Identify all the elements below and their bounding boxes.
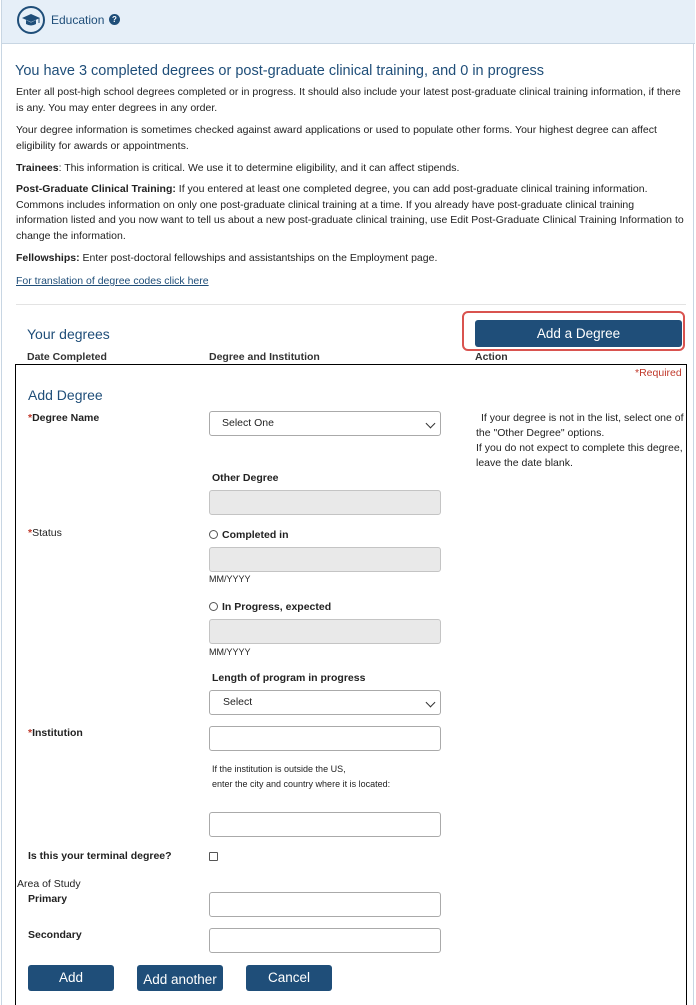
fellowships-paragraph xyxy=(16,251,688,267)
degree-name-select[interactable] xyxy=(209,411,441,436)
eligibility-paragraph: Your degree information is sometimes checked against award applications or used to populate other forms. Your highest degree can affect eligibility for awards or appointments. xyxy=(16,124,657,152)
help-icon[interactable]: ? xyxy=(109,14,120,25)
completed-date-input[interactable] xyxy=(209,547,441,572)
chevron-down-icon xyxy=(426,419,436,429)
in-progress-label: In Progress, expected xyxy=(222,601,332,613)
institution-text: Institution xyxy=(32,727,83,739)
expected-date-input[interactable] xyxy=(209,619,441,644)
program-length-label: Length of program in progress xyxy=(212,672,366,684)
required-star: * xyxy=(28,527,33,539)
column-action: Action xyxy=(475,351,508,363)
divider xyxy=(16,304,686,305)
date-format-hint: MM/YYYY xyxy=(209,574,251,584)
cancel-button[interactable]: Cancel xyxy=(246,965,332,991)
required-note: *Required xyxy=(635,367,682,379)
other-degree-input[interactable] xyxy=(209,490,441,515)
in-progress-radio[interactable] xyxy=(209,602,218,611)
other-degree-label: Other Degree xyxy=(212,472,279,484)
add-button[interactable]: Add xyxy=(28,965,114,991)
institution-hint-2: enter the city and country where it is located: xyxy=(212,779,391,789)
institution-input[interactable] xyxy=(209,726,441,751)
completed-label: Completed in xyxy=(222,529,289,541)
page-frame xyxy=(1,0,694,1005)
fellowships-text: Enter post-doctoral fellowships and assistantships on the Employment page. xyxy=(79,252,438,264)
section-header xyxy=(2,0,695,44)
institution-hint-1: If the institution is outside the US, xyxy=(212,764,346,774)
status-text: Status xyxy=(32,527,62,539)
degree-hint-1: If your degree is not in the list, select one of the "Other Degree" options. xyxy=(476,412,684,439)
column-date-completed: Date Completed xyxy=(27,351,107,363)
add-another-button[interactable]: Add another xyxy=(137,965,223,991)
primary-area-input[interactable] xyxy=(209,892,441,917)
status-label xyxy=(28,527,62,539)
completed-radio[interactable] xyxy=(209,530,218,539)
degree-name-label xyxy=(28,412,99,424)
in-progress-radio-row[interactable] xyxy=(209,601,331,613)
secondary-label: Secondary xyxy=(28,929,82,941)
column-degree-institution: Degree and Institution xyxy=(209,351,320,363)
institution-location-input[interactable] xyxy=(209,812,441,837)
program-length-select[interactable] xyxy=(209,690,441,715)
degree-codes-link[interactable]: For translation of degree codes click here xyxy=(16,275,209,287)
institution-label xyxy=(28,727,83,739)
terminal-degree-checkbox[interactable] xyxy=(209,852,218,861)
date-format-hint: MM/YYYY xyxy=(209,647,251,657)
primary-label: Primary xyxy=(28,893,68,905)
degree-summary: You have 3 completed degrees or post-graduate clinical training, and 0 in progress xyxy=(15,63,545,79)
completed-radio-row[interactable] xyxy=(209,529,289,541)
degree-hint-2: If you do not expect to complete this degree, leave the date blank. xyxy=(476,442,683,469)
intro-paragraph: Enter all post-high school degrees completed or in progress. It should also include your latest post-graduate clinical training information, if there is any. You may enter degrees in any order. xyxy=(16,86,681,114)
trainees-paragraph xyxy=(16,161,688,177)
required-star: * xyxy=(28,727,33,739)
area-of-study-label: Area of Study xyxy=(17,878,81,890)
trainees-label: Trainees xyxy=(16,162,59,174)
degree-name-value: Select One xyxy=(222,417,274,429)
secondary-area-input[interactable] xyxy=(209,928,441,953)
your-degrees-heading: Your degrees xyxy=(27,326,110,342)
program-length-value: Select xyxy=(223,696,253,708)
required-star: * xyxy=(28,412,33,424)
graduation-cap-icon xyxy=(17,6,45,34)
clinical-training-text: If you entered at least one completed degree, you can add post-graduate clinical training information. Commons includes information on only one post-graduate clinical training at a time. If you already have post-graduate clinical training information listed and you now want to tell us about a new post-graduate clinical training, use Edit Post-Graduate Clinical Training Information to change the information. xyxy=(16,183,684,242)
fellowships-label: Fellowships: xyxy=(16,252,80,264)
clinical-training-paragraph xyxy=(16,182,688,244)
section-title: Education xyxy=(51,13,105,27)
clinical-training-label: Post-Graduate Clinical Training: xyxy=(16,183,176,195)
chevron-down-icon xyxy=(426,698,436,708)
terminal-degree-label: Is this your terminal degree? xyxy=(28,850,172,862)
trainees-text: : This information is critical. We use it to determine eligibility, and it can affect stipends. xyxy=(58,162,460,174)
add-degree-button[interactable]: Add a Degree xyxy=(475,320,682,347)
degree-name-text: Degree Name xyxy=(32,412,100,424)
form-title: Add Degree xyxy=(28,387,103,403)
